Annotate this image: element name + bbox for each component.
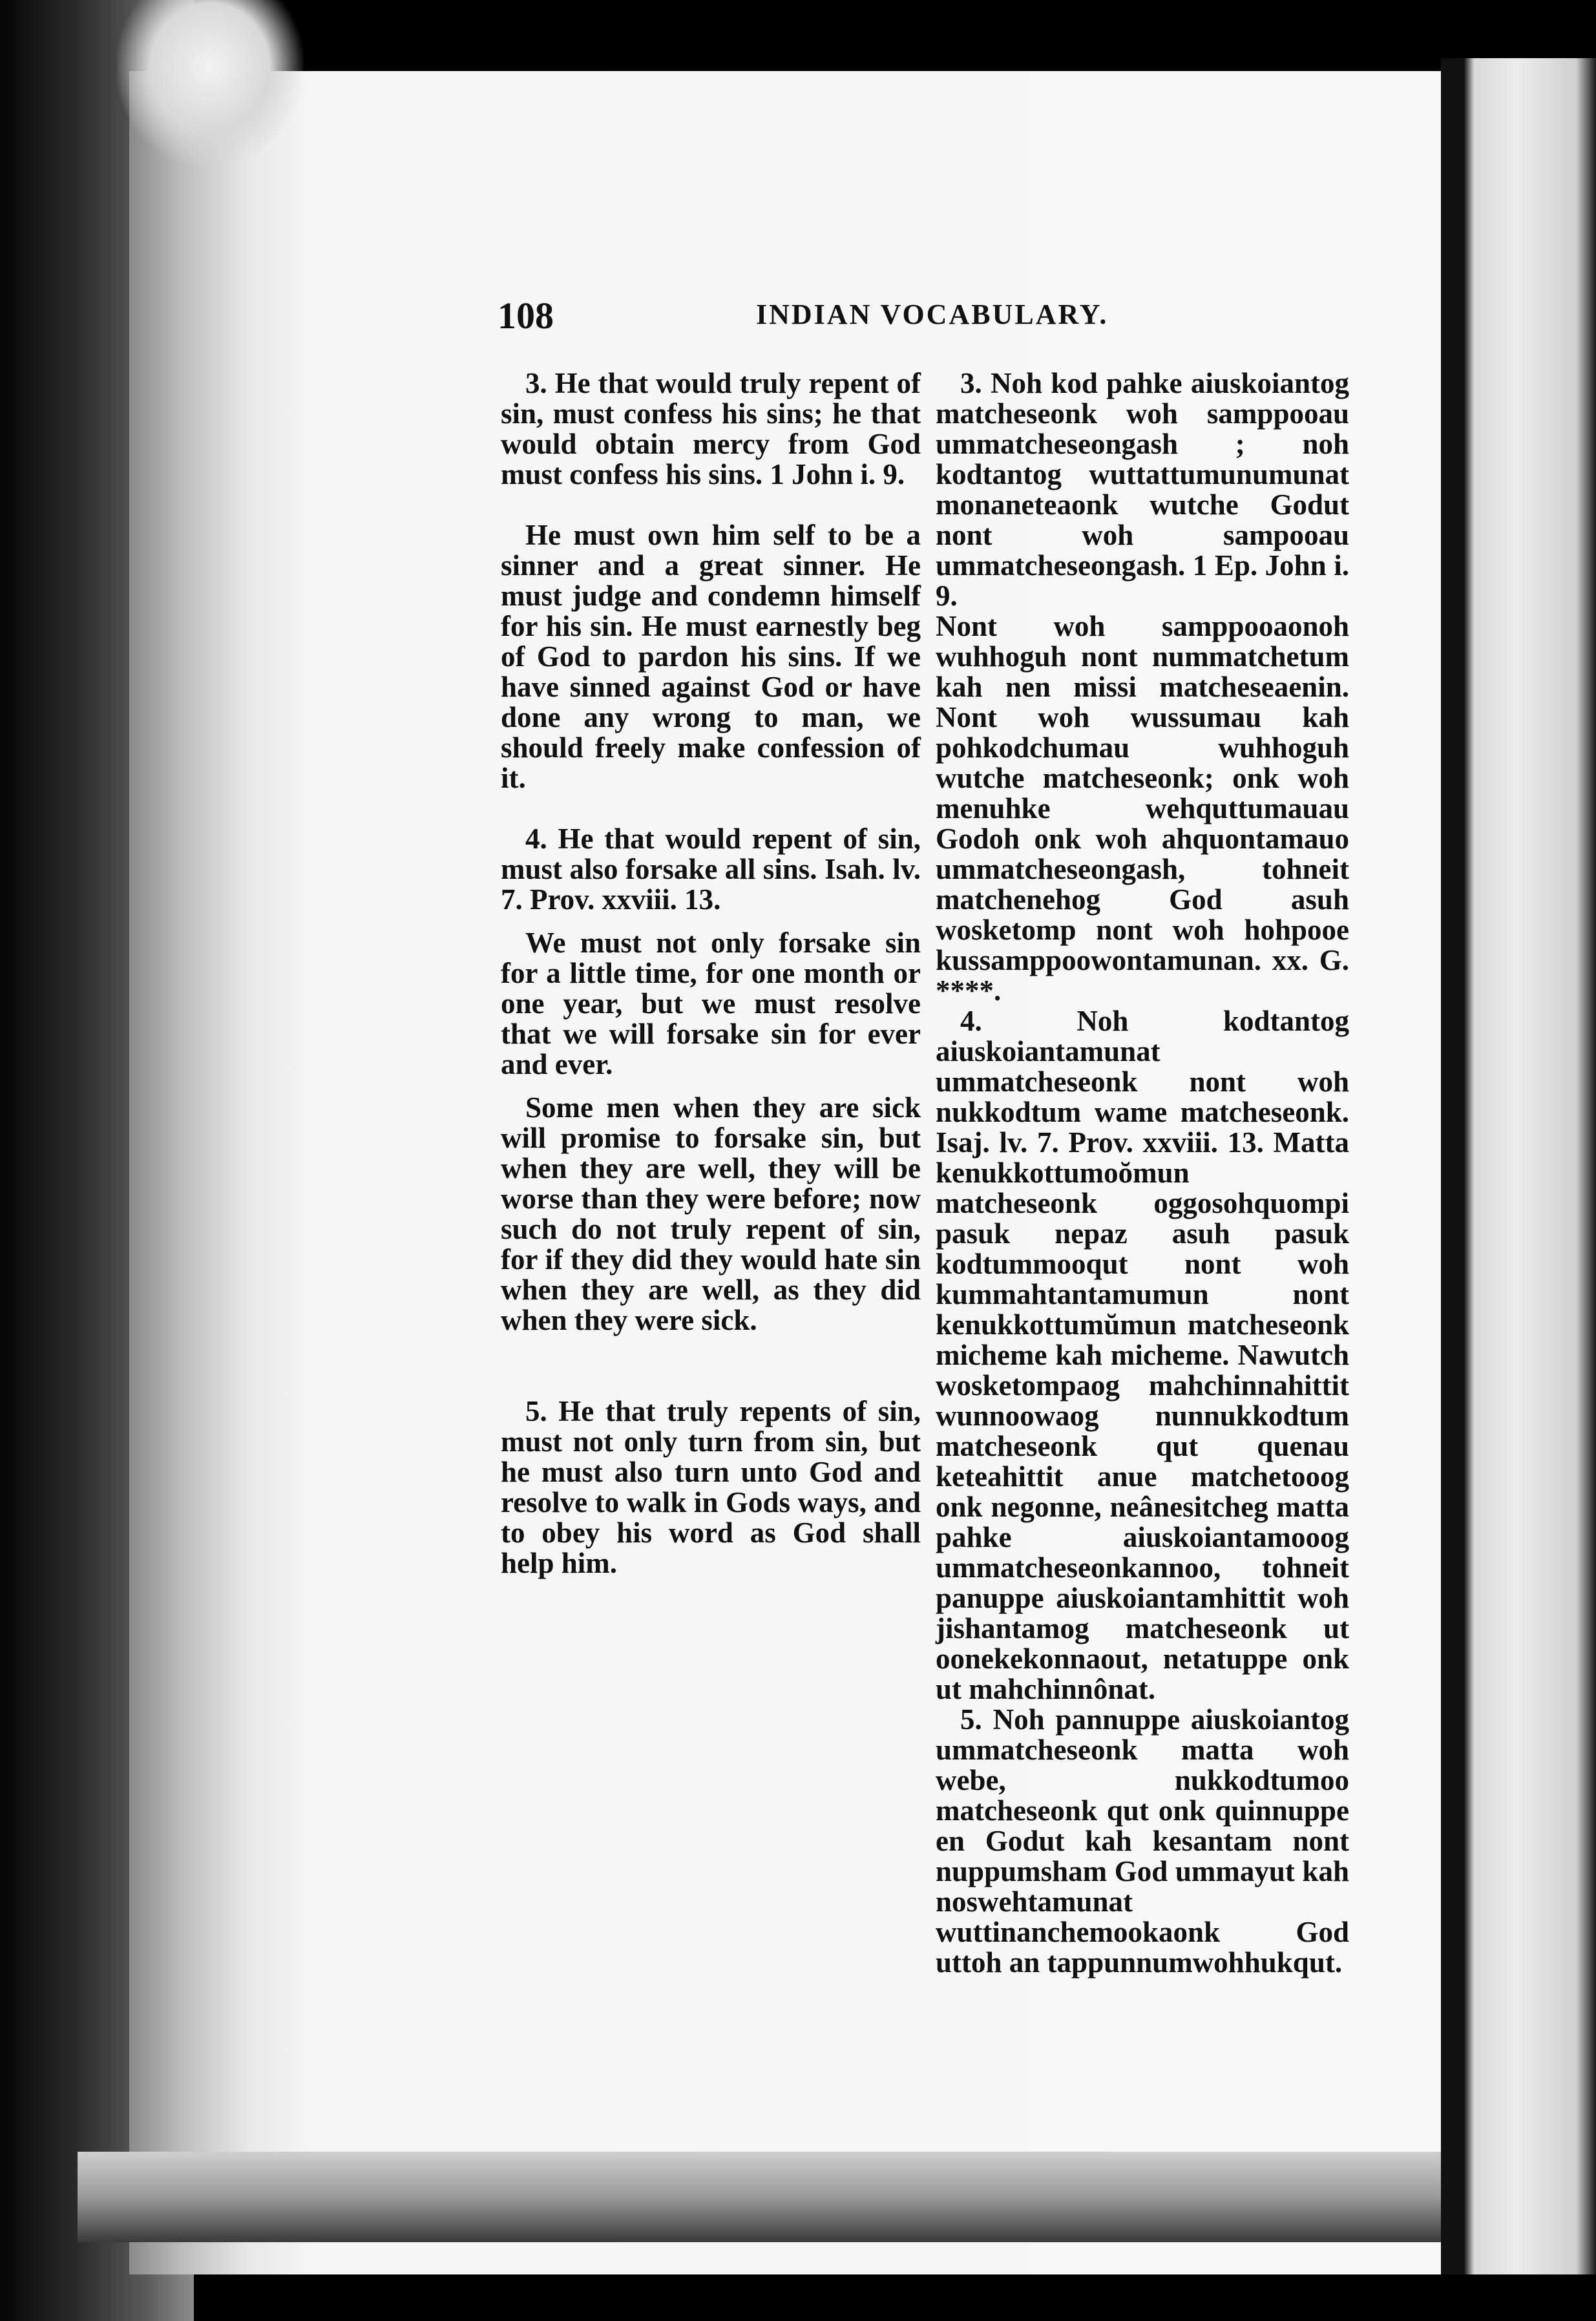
indian-paragraph: 5. Noh pannuppe aiuskoiantog ummatcheseonk matta woh webe, nukkodtumoo matcheseonk qut onk quinnuppe en Godut kah kesantam nont nuppumsham God ummayut kah noswehtamunat wuttinanchemookaonk God uttoh an tappunnumwohhukqut.	[936, 1703, 1349, 1979]
torn-page-corner	[116, 0, 304, 168]
page-number: 108	[498, 295, 554, 337]
english-paragraph: Some men when they are sick will promise to forsake sin, but when they are well, they will be worse than they were before; now such do not truly repent of sin, for if they did they would hate sin when they are well, as they did when they were sick.	[501, 1091, 921, 1336]
running-title: INDIAN VOCABULARY.	[756, 299, 1109, 330]
english-paragraph: 5. He that truly repents of sin, must not only turn from sin, but he must also turn unto God and resolve to walk in Gods ways, and to obey his word as God shall help him.	[501, 1395, 921, 1579]
english-paragraph: 4. He that would repent of sin, must also forsake all sins. Isah. lv. 7. Prov. xxviii. 13.	[501, 823, 921, 916]
indian-paragraph: 4. Noh kodtantog aiuskoiantamunat ummatcheseonk nont woh nukkodtum wame matcheseonk. Isaj. lv. 7. Prov. xxviii. 13. Matta kenukkottumoŏmun matcheseonk oggosohquompi pasuk nepaz asuh pasuk kodtummooqut nont woh kummahtantamumun nont kenukkottumŭmun matcheseonk micheme kah micheme. Nawutch wosketompaog mahchinnahittit wunnoowaog nunnukkodtum matcheseonk qut quenau keteahittit anue matchetooog onk negonne, neânesitcheg matta pahke aiuskoiantamooog ummatcheseonkannoo, tohneit panuppe aiuskoiantamhittit woh jishantamog matcheseonk ut oonekekonnaout, netatuppe onk ut mahchinnônat.	[936, 1005, 1349, 1705]
indian-paragraph: 3. Noh kod pahke aiuskoiantog matcheseonk woh samppooau ummatcheseongash ; noh kodtantog wuttattumunumunat monaneteaonk wutche Godut nont woh sampooau ummatcheseongash. 1 Ep. John i. 9.	[936, 367, 1349, 612]
english-column	[501, 368, 921, 1579]
indian-paragraph: Nont woh samppooaonoh wuhhoguh nont nummatchetum kah nen missi matcheseaenin. Nont woh wussumau kah pohkodchumau wuhhoguh wutche matcheseonk; onk woh menuhke wehquttumauau Godoh onk woh ahquontamauo ummatcheseongash, tohneit matchenehog God asuh wosketomp nont woh hohpooe kussamppoowontamunan. xx. G. ****.	[936, 610, 1349, 1007]
page-bottom-edge	[78, 2152, 1473, 2242]
english-paragraph: 3. He that would truly repent of sin, must confess his sins; he that would obtain mercy from God must confess his sins. 1 John i. 9.	[501, 367, 921, 490]
facing-page-edge	[1464, 58, 1596, 2274]
english-paragraph: We must not only forsake sin for a little time, for one month or one year, but we must resolve that we will forsake sin for ever and ever.	[501, 927, 921, 1080]
indian-column	[936, 368, 1349, 1978]
english-paragraph: He must own him self to be a sinner and a great sinner. He must judge and condemn himself for his sin. He must earnestly beg of God to pardon his sins. If we have sinned against God or have done any wrong to man, we should freely make confession of it.	[501, 519, 921, 794]
